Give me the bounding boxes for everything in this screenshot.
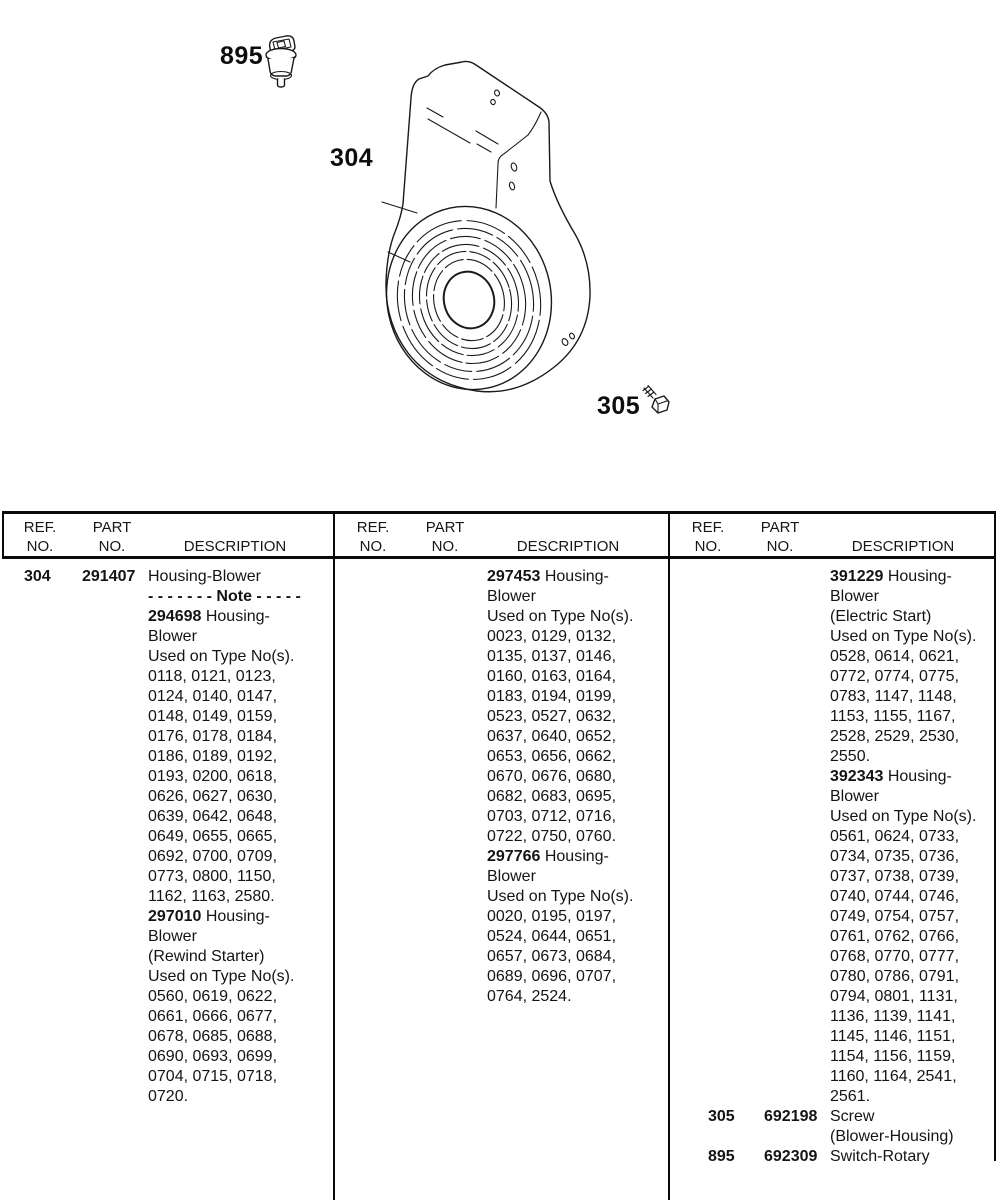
description-line: 0794, 0801, 1131, [830,988,958,1005]
description-line: 0023, 0129, 0132, [487,628,617,645]
description-line: Blower [487,588,536,605]
description-line: 0653, 0656, 0662, [487,748,617,765]
description-line: 392343 Housing- [830,768,952,785]
description-header: DESCRIPTION [516,538,620,555]
description-line: 0561, 0624, 0733, [830,828,960,845]
description-line: 0703, 0712, 0716, [487,808,617,825]
description-line: Screw [830,1108,875,1125]
ref-no-cell: 895 [708,1148,735,1165]
description-line: Used on Type No(s). [148,648,295,665]
description-line: (Electric Start) [830,608,932,625]
parts-list-table [0,511,1000,1200]
description-line: 1154, 1156, 1159, [830,1048,956,1065]
description-line: 0678, 0685, 0688, [148,1028,278,1045]
description-cell [830,1147,1000,1167]
table-header-section-1 [2,514,333,556]
description-line: Blower [148,628,197,645]
ref-no-cell: 304 [24,568,51,585]
description-line: 0124, 0140, 0147, [148,688,278,705]
parts-table-entry [670,1147,1000,1167]
table-body-column-3 [670,567,1000,1167]
callout-305-label: 305 [597,392,641,420]
description-line: Blower [830,588,879,605]
description-line: 0661, 0666, 0677, [148,1008,278,1025]
description-line: 0523, 0527, 0632, [487,708,617,725]
description-line: 0704, 0715, 0718, [148,1068,278,1085]
part-no-cell: 692198 [764,1108,818,1125]
description-line: 0176, 0178, 0184, [148,728,278,745]
description-line: Blower [830,788,879,805]
part-no-header: PART NO. [92,519,132,555]
description-line: 297010 Housing- [148,908,270,925]
description-line: Used on Type No(s). [830,628,977,645]
description-line: 0722, 0750, 0760. [487,828,617,845]
description-cell [148,567,328,1107]
table-body-column-1 [2,567,333,1107]
description-cell [830,567,1000,1107]
description-line: 0690, 0693, 0699, [148,1048,278,1065]
description-cell [830,1107,1000,1147]
description-line: 0528, 0614, 0621, [830,648,960,665]
table-body-column-2 [335,567,666,1007]
description-line: 0772, 0774, 0775, [830,668,960,685]
description-line: 0764, 2524. [487,988,572,1005]
header-bottom-rule [2,556,996,559]
description-line: 294698 Housing- [148,608,270,625]
description-line: 391229 Housing- [830,568,952,585]
description-line: 0720. [148,1088,189,1105]
description-line: - - - - - - - Note - - - - - [148,588,301,605]
description-line: 1160, 1164, 2541, [830,1068,957,1085]
description-line: 0639, 0642, 0648, [148,808,278,825]
description-line: 2528, 2529, 2530, [830,728,960,745]
description-line: Used on Type No(s). [487,888,634,905]
description-line: 0637, 0640, 0652, [487,728,617,745]
description-line: 1145, 1146, 1151, [830,1028,956,1045]
description-line: Blower [148,928,197,945]
description-line: 0773, 0800, 1150, [148,868,276,885]
description-line: 297766 Housing- [487,848,609,865]
description-line: 0749, 0754, 0757, [830,908,960,925]
table-header-section-3 [670,514,1000,556]
description-line: 0020, 0195, 0197, [487,908,617,925]
description-line: 0626, 0627, 0630, [148,788,278,805]
description-line: 0183, 0194, 0199, [487,688,617,705]
table-header-section-2 [335,514,666,556]
blower-housing-illustration [381,56,597,400]
description-line: 0148, 0149, 0159, [148,708,278,725]
parts-table-entry [335,567,666,1007]
description-header: DESCRIPTION [851,538,955,555]
description-line: 0682, 0683, 0695, [487,788,617,805]
description-line: 0524, 0644, 0651, [487,928,617,945]
description-line: 0560, 0619, 0622, [148,988,278,1005]
description-line: 0649, 0655, 0665, [148,828,278,845]
description-line: 0670, 0676, 0680, [487,768,617,785]
ref-no-header: REF. NO. [691,519,725,555]
description-line: Used on Type No(s). [830,808,977,825]
description-line: 0692, 0700, 0709, [148,848,278,865]
callout-304-label: 304 [330,144,374,172]
description-line: Switch-Rotary [830,1148,930,1165]
exploded-parts-diagram [0,0,1000,510]
parts-table-entry [2,567,333,1107]
description-cell [487,567,667,1007]
description-line: 297453 Housing- [487,568,609,585]
description-line: Used on Type No(s). [148,968,295,985]
description-line: 0193, 0200, 0618, [148,768,278,785]
description-line: 0783, 1147, 1148, [830,688,957,705]
description-line: 0737, 0738, 0739, [830,868,960,885]
parts-table-entry [670,567,1000,1107]
description-line: (Blower-Housing) [830,1128,954,1145]
ref-no-header: REF. NO. [23,519,57,555]
description-line: 0740, 0744, 0746, [830,888,960,905]
description-line: 0780, 0786, 0791, [830,968,960,985]
description-line: 0186, 0189, 0192, [148,748,278,765]
hex-screw-icon [636,383,672,421]
description-line: Housing-Blower [148,568,261,585]
description-line: 0768, 0770, 0777, [830,948,960,965]
description-line: 0160, 0163, 0164, [487,668,617,685]
description-line: 0761, 0762, 0766, [830,928,960,945]
ref-no-cell: 305 [708,1108,735,1125]
description-line: 0689, 0696, 0707, [487,968,617,985]
description-line: 1162, 1163, 2580. [148,888,275,905]
part-no-header: PART NO. [760,519,800,555]
description-line: 2561. [830,1088,871,1105]
description-line: 2550. [830,748,871,765]
description-line: Blower [487,868,536,885]
rotary-switch-icon [260,34,302,90]
description-line: (Rewind Starter) [148,948,265,965]
description-line: Used on Type No(s). [487,608,634,625]
description-line: 1136, 1139, 1141, [830,1008,956,1025]
part-no-header: PART NO. [425,519,465,555]
description-line: 0118, 0121, 0123, [148,668,276,685]
description-line: 0135, 0137, 0146, [487,648,617,665]
description-header: DESCRIPTION [183,538,287,555]
parts-table-entry [670,1107,1000,1147]
callout-895-label: 895 [220,42,264,70]
part-no-cell: 291407 [82,568,136,585]
part-no-cell: 692309 [764,1148,818,1165]
description-line: 0734, 0735, 0736, [830,848,960,865]
description-line: 0657, 0673, 0684, [487,948,617,965]
description-line: 1153, 1155, 1167, [830,708,956,725]
ref-no-header: REF. NO. [356,519,390,555]
